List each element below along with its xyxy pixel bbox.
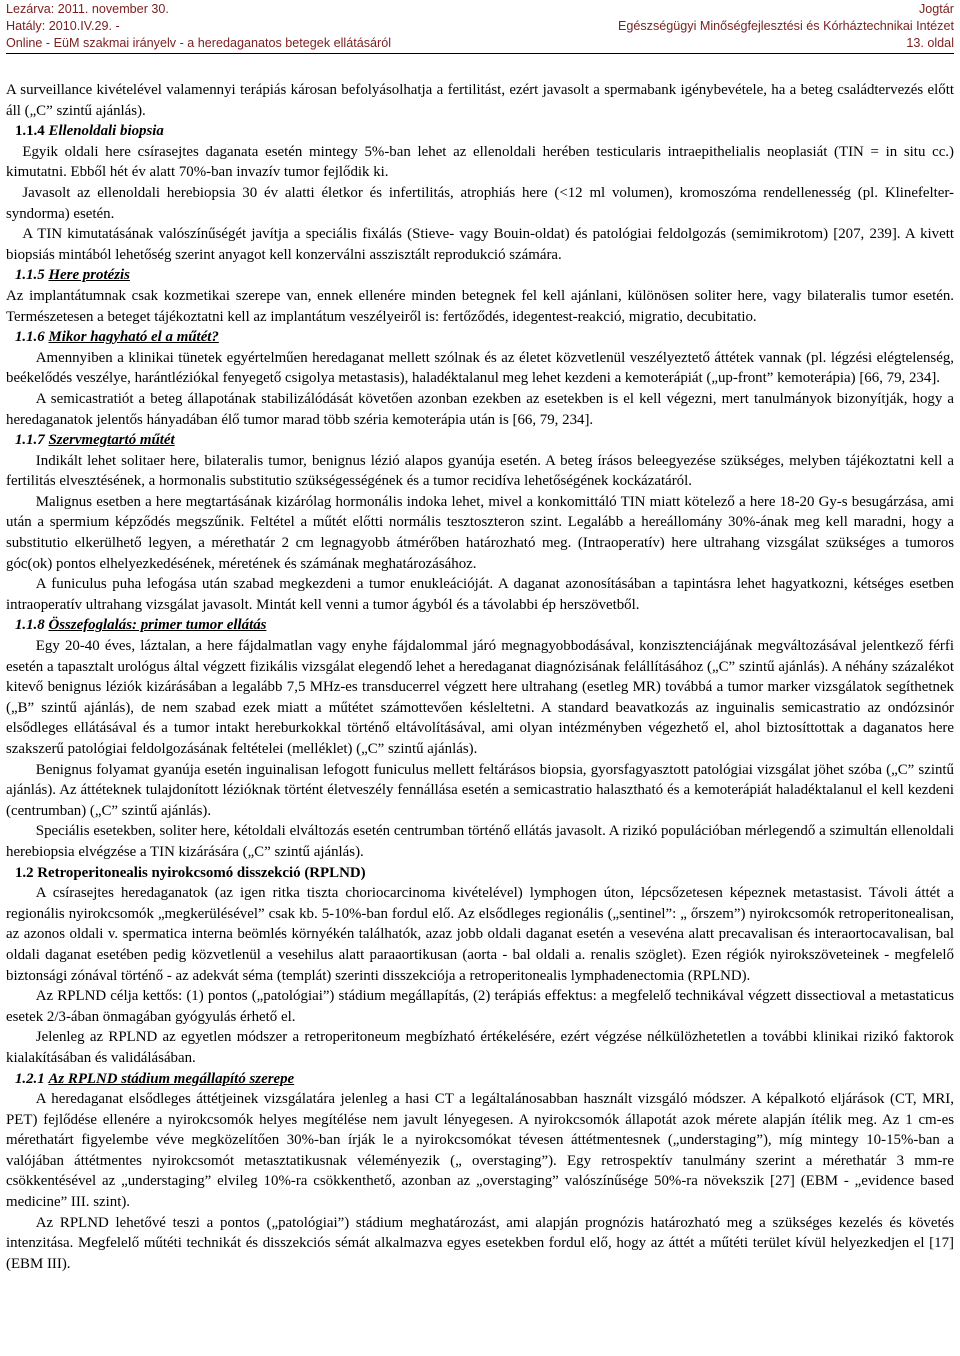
header-divider [6, 53, 954, 54]
heading-1-1-7: 1.1.7 Szervmegtartó műtét [14, 432, 175, 449]
paragraph: Az implantátumnak csak kozmetikai szerepe van, ennek ellenére minden betegnek fel kell ajánlani, különösen soliter here, vagy bilateralis tumor esetén. Természetesen a beteget tájékoztatni kell az implantátum veszélyeiről is: fertőződés, idegentest-reakció, migratio, decubitatio. [6, 287, 954, 325]
validity: Hatály: 2010.IV.29. - [6, 19, 120, 33]
paragraph: A heredaganat elsődleges áttétjeinek vizsgálatára jelenleg a hasi CT a legáltalánosabban használt vizsgáló módszer. A képalkotó eljárások (CT, MRI, PET) fejlődése ellenére a nyirokcsomók helyes megítélése nem javult lényegesen. A nyirokcsomók állapotát azok mérete alapján ítélik meg. Az 1 cm-es mérethatárt figyelembe véve megközelítően 30%-ban írják le a nyirokcsomókat tévesen áttétmentesnek („understaging”), míg mintegy 10-15%-ban a valójában áttétmentes nyirokcsomót metasztatikusnak véleményezik („ overstaging”). Egy retrospektív tanulmány szerint a mérethatár 3 mm-re csökkentésével az „understaging” elvileg 10%-ra csökkenthető, azonban az „overstaging” valószínűsége 50%-ra növekszik [27] (EBM - „evidence based medicine” III. szint). [6, 1091, 954, 1211]
paragraph: Malignus esetben a here megtartásának kizárólag hormonális indoka lehet, mivel a konkomittáló TIN miatt kötelező a here 18-20 Gy-s besugárzása, ami után a spermium képződés megszűnik. Feltétel a műtét előtti normális tesztoszteron szint. Legalább a hereállomány 30%-ának meg kell maradni, hogy a substitutio elkerülhető legyen, a mérethatár 2 cm legnagyobb átmérőben határozható meg. (Intraoperatív) here ultrahang vizsgálat szükséges a tumoros góc(ok) pontos elhelyezkedésének, méretének és számának meghatározásához. [6, 493, 954, 572]
heading-1-1-4: 1.1.4 Ellenoldali biopsia [14, 123, 164, 140]
closing-date: Lezárva: 2011. november 30. [6, 2, 169, 16]
publisher: Jogtár [918, 2, 954, 16]
page-number: 13. oldal [906, 36, 954, 50]
paragraph: Amennyiben a klinikai tünetek egyértelműen heredaganat mellett szólnak és az életet közvetlenül veszélyeztető áttétek vannak (pl. légzési elégtelenség, beékelődés veszélye, harántléziókal fenyegető csigolya metastasis), haladéktalanul meg lehet kezdeni a kemoterápiát („up-front” kemoterápia) [66, 79, 234]. [6, 349, 954, 387]
paragraph: A csírasejtes heredaganatok (az igen ritka tiszta choriocarcinoma kivételével) lymphogen úton, lépcsőzetesen képeznek metastasist. Távoli áttét a regionális nyirokcsomók „megkerülésével” csak kb. 5-10%-ban fordul elő. Az elsődleges regionális („sentinel”: „ őrszem”) nyirokcsomók retroperitonealisan, az azonos oldali v. spermatica interna beömlés környékén találhatók, azaz jobb oldali daganat esetén a vesevéna alatt precavalisan és interaortocavalisan, bal oldali daganat esetében pedig közvetlenül a vesehilus alatt paraaortikusan (aorta - bal oldali a. renalis szöglet). Ezen régiók nyirokszöveteinek - megfelelő biztonsági zónával történő - az adekvát séma (templát) szerinti disszekciója a retroperitonealis lymphadenectomia (RPLND). [6, 885, 954, 984]
paragraph: Az RPLND célja kettős: (1) pontos („patológiai”) stádium megállapítás, (2) terápiás effektus: a megfelelő technikával végzett dissectioval a metastaticus esetek 2/3-ában önmagában gyógyulás érhető el. [6, 988, 954, 1025]
paragraph: Az RPLND lehetővé teszi a pontos („patológiai”) stádium meghatározást, ami alapján prognózis határozható meg a szükséges kezelés és követés intenzitása. Megfelelő műtéti technikát és disszekciós sémát alkalmazva egyes esetekben fordul elő, hogy az áttét a műtéti terület kívül helyezkedjen el [17] (EBM III). [6, 1214, 954, 1272]
paragraph: Egy 20-40 éves, láztalan, a here fájdalmatlan vagy enyhe fájdalommal járó megnagyobbodásával, konzisztenciájának megváltozásával jelentkező férfi esetén a tapasztalt urológus által végzett fizikális vizsgálat elegendő lehet a heredaganat diagnózisának felállításához („C” szintű ajánlás). A néhány százalékot kitevő benignus léziók kizárásában a legalább 7,5 MHz-es transducerrel végzett here ultrahang (esetleg MR) továbbá a tumor marker vizsgálatok segíthetnek („B” szintű ajánlás), de nem szabad ezek miatt a műtétet számottevően késleltetni. A standard beavatkozás az inguinalis semicastratio az ondózsinór elsődleges ellátásával és a tumor intakt hereburkokkal történő eltávolításával, ami olyan intézményben végezhető el, ahol biztosíttottak a daganatos here szakszerű patológiai feldolgozásának feltételei (melléklet) („C” szintű ajánlás). [6, 638, 954, 757]
heading-1-1-6: 1.1.6 Mikor hagyható el a műtét? [14, 329, 219, 346]
document-title: Online - EüM szakmai irányelv - a heredaganatos betegek ellátásáról [6, 36, 392, 50]
paragraph: A TIN kimutatásának valószínűségét javítja a speciális fixálás (Stieve- vagy Bouin-oldat) és patológiai feldolgozás (semimikrotom) [207, 239]. A kivett biopsiás mintából lehetőség szerint anyagot kell konzerválni asszisztált reprodukció számára. [6, 226, 954, 263]
paragraph: A surveillance kivételével valamennyi terápiás károsan befolyásolhatja a fertilitást, ezért javasolt a spermabank igénybevétele, ha a beteg családtervezés előtt áll („C” szintű ajánlás). [6, 82, 954, 119]
paragraph: Speciális esetekben, soliter here, kétoldali elváltozás esetén centrumban történő ellátás javasolt. A rizikó populációban mérlegendő a szimultán ellenoldali herebiopsia elvégzése a TIN kizárására („C” szintű ajánlás). [6, 823, 954, 860]
document-body [6, 80, 954, 1274]
paragraph: A semicastratiót a beteg állapotának stabilizálódását követően azonban ezekben az esetekben is el kell végezni, mert tanulmányok bizonyítják, hogy a heredaganatok jelentős hányadában élő tumor marad több széria kemoterápia után is [66, 79, 234]. [6, 390, 954, 428]
paragraph: Egyik oldali here csírasejtes daganata esetén mintegy 5%-ban lehet az ellenoldali herében testicularis intraepithelialis neoplasiát (TIN = in situ cc.) kimutatni. Ebből hét év alatt 70%-ban invazív tumor fejlődik ki. [6, 143, 954, 181]
heading-1-2: 1.2 Retroperitonealis nyirokcsomó disszekció (RPLND) [14, 864, 366, 881]
paragraph: Indikált lehet solitaer here, bilateralis tumor, benignus lézió alapos gyanúja esetén. A beteg írásos beleegyezése szükséges, melyben tájékoztatni kell a fertilitás elvesztésének, a hormonalis substitutio szükségességének és a tumor recidíva lehetőségének kockázatáról. [6, 452, 954, 490]
paragraph: Jelenleg az RPLND az egyetlen módszer a retroperitoneum megbízható értékelésére, ezért végzése nélkülözhetetlen a további klinikai rizikó faktorok kialakításában és validálásában. [6, 1029, 954, 1066]
institute: Egészségügyi Minőségfejlesztési és Kórháztechnikai Intézet [617, 19, 954, 33]
paragraph: A funiculus puha lefogása után szabad megkezdeni a tumor enukleációját. A daganat azonosításában a tapintásra lehet hagyatkozni, kétséges esetben intraoperatív ultrahang vizsgálat javasolt. Mintát kell venni a tumor ágyból és a távolabbi ép herszövetből. [6, 576, 954, 613]
paragraph: Javasolt az ellenoldali herebiopsia 30 év alatti életkor és infertilitás, atrophiás here (<12 ml volumen), kromoszóma rendellenesség (pl. Klinefelter-syndorma) esetén. [6, 184, 954, 222]
heading-1-1-5: 1.1.5 Here protézis [14, 267, 130, 284]
paragraph: Benignus folyamat gyanúja esetén inguinalisan lefogott funiculus mellett feltárásos biopsia, gyorsfagyasztott patológiai vizsgálat jöhet szóba („C” szintű ajánlás). Az áttéteknek tulajdonított lézióknak történt életveszély fennállása esetén a semicastratio halasztható és a kemoterápiát haladéktalanul el kell kezdeni (centrumban) („C” szintű ajánlás). [6, 761, 954, 819]
heading-1-1-8: 1.1.8 Összefoglalás: primer tumor ellátás [14, 617, 267, 634]
heading-1-2-1: 1.2.1 Az RPLND stádium megállapító szerepe [14, 1070, 295, 1087]
